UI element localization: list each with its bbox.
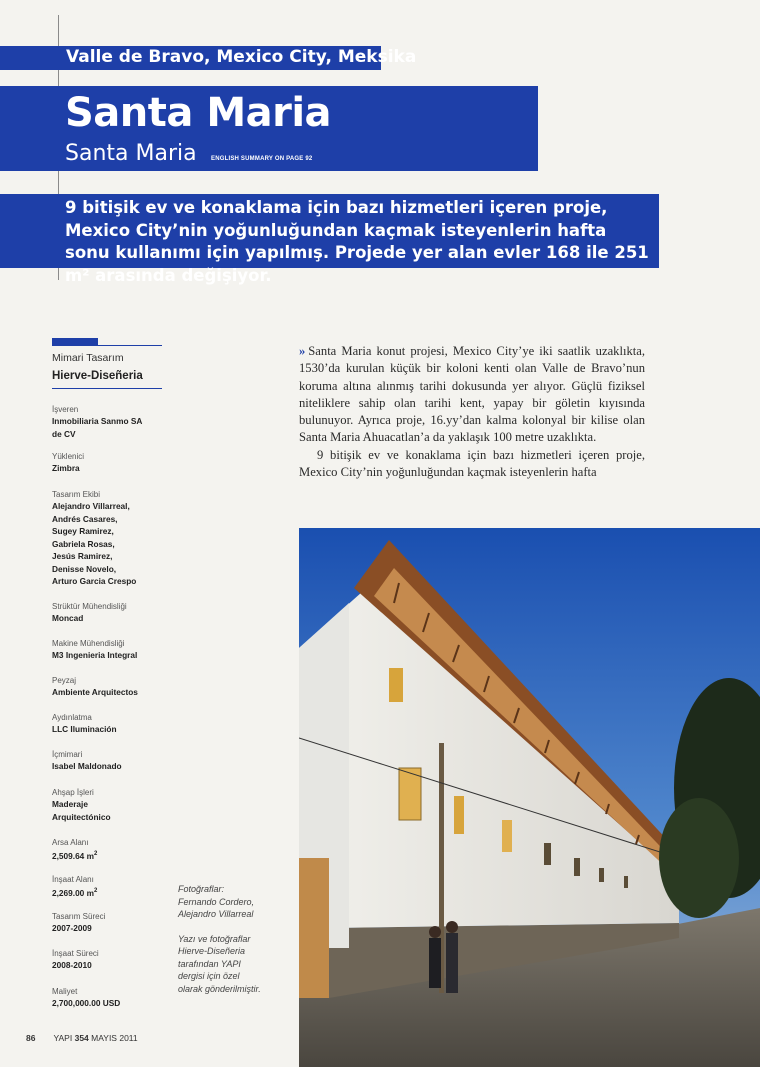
credit-label: İnşaat Süreci [52, 949, 99, 958]
credit-value: Isabel Maldonado [52, 761, 122, 771]
credit-item [52, 712, 177, 736]
credit-value: Moncad [52, 613, 84, 623]
credit-item [52, 451, 177, 475]
credit-value: 2008-2010 [52, 960, 92, 970]
credit-label: Strüktür Mühendisliği [52, 602, 127, 611]
paragraph-marker-icon: » [299, 344, 306, 358]
article-body [299, 343, 645, 481]
building-photo [299, 528, 760, 1067]
credit-label: Ahşap İşleri [52, 788, 94, 797]
page-title: Santa Maria [65, 90, 332, 136]
credit-item [52, 787, 177, 823]
credit-label: Tasarım Ekibi [52, 490, 101, 499]
lead-block [0, 194, 659, 285]
credit-item [52, 489, 177, 588]
location-label: Valle de Bravo, Mexico City, Meksika [66, 47, 417, 67]
lead-text: 9 bitişik ev ve konaklama için bazı hizmetleri içeren proje, Mexico City’nin yoğunluğundan kaçmak isteyenlerin hafta sonu kullanımı için yapılmış. Projede yer alan evler 168 ile 251 m² arasında değişiyor. [65, 198, 649, 285]
credit-value: 2,269.00 $m^2$ [52, 887, 98, 898]
credits-head-line [52, 388, 162, 389]
credit-item [52, 404, 177, 440]
credit-value: Alejandro Villarreal, Andrés Casares, Sugey Ramirez, Gabriela Rosas, Jesús Ramirez, Denisse Novelo, Arturo Garcia Crespo [52, 501, 137, 586]
credit-label: Maliyet [52, 987, 78, 996]
credit-label: Aydınlatma [52, 713, 92, 722]
credit-value: Zimbra [52, 463, 80, 473]
page-footer [26, 1033, 138, 1043]
credit-item [52, 638, 177, 662]
issue-number: 354 [74, 1033, 89, 1043]
credit-label: İçmimari [52, 750, 83, 759]
page-number: 86 [26, 1033, 36, 1043]
credit-value: Maderaje Arquitectónico [52, 799, 111, 822]
magazine-name: YAPI [53, 1033, 73, 1043]
credit-item [52, 986, 177, 1010]
credits-top-line [52, 345, 162, 346]
credit-value: 2,700,000.00 USD [52, 998, 121, 1008]
credit-label: Yüklenici [52, 452, 85, 461]
photographers-credit: Fotoğraflar: Fernando Cordero, Alejandro Villarreal [178, 884, 255, 919]
credits-tab [52, 338, 98, 345]
credit-value: M3 Ingenieria Integral [52, 650, 138, 660]
location-bar [0, 46, 417, 70]
credit-value: LLC Iluminación [52, 724, 117, 734]
credit-value: 2,509.64 $m^2$ [52, 850, 98, 861]
submission-note: Yazı ve fotoğraflar Hierve-Diseñeria tarafından YAPI dergisi için özel olarak gönderilmiştir. [178, 933, 261, 994]
credit-item [52, 675, 177, 699]
credit-label: Peyzaj [52, 676, 77, 685]
credits-head-label: Mimari Tasarım [52, 352, 124, 364]
page-subtitle: Santa Maria [65, 141, 197, 166]
photo-credits [178, 883, 288, 1007]
credits-head-value: Hierve-Diseñeria [52, 370, 143, 382]
credit-item [52, 874, 177, 899]
credit-value: 2007-2009 [52, 923, 92, 933]
credit-label: Tasarım Süreci [52, 912, 106, 921]
issue-date: MAYIS 2011 [91, 1033, 138, 1043]
credit-label: İşveren [52, 405, 79, 414]
credit-label: İnşaat Alanı [52, 875, 94, 884]
credit-label: Makine Mühendisliği [52, 639, 125, 648]
credit-value: Ambiente Arquitectos [52, 687, 138, 697]
english-summary-note: ENGLISH SUMMARY ON PAGE 92 [211, 156, 313, 162]
title-block [0, 86, 538, 171]
credit-label: Arsa Alanı [52, 838, 89, 847]
credit-item [52, 601, 177, 625]
credit-item [52, 837, 177, 862]
credit-item [52, 948, 177, 972]
credit-value: Inmobiliaria Sanmo SA de CV [52, 416, 143, 439]
article-paragraph: » Santa Maria konut projesi, Mexico City’ye iki saatlik uzaklıkta, 1530’da kurulan küçük bir koloni kenti olan Valle de Bravo’nun koruma altına alınmış tarihi dokusunda yer alıyor. Güçlü fiziksel niteliklere sahip olan tarihi kent, yapay bir göletin kıyısında bulunuyor. Ayrıca proje, 16.yy’dan kalma kolonyal bir kilise olan Santa Maria Ahuacatlan’a da yaklaşık 100 metre uzaklıkta. [299, 344, 645, 445]
credit-item [52, 911, 177, 935]
article-paragraph: 9 bitişik ev ve konaklama için bazı hizmetleri içeren proje, Mexico City’nin yoğunluğundan kaçmak isteyenlerin hafta [299, 447, 645, 480]
credit-item [52, 749, 177, 773]
